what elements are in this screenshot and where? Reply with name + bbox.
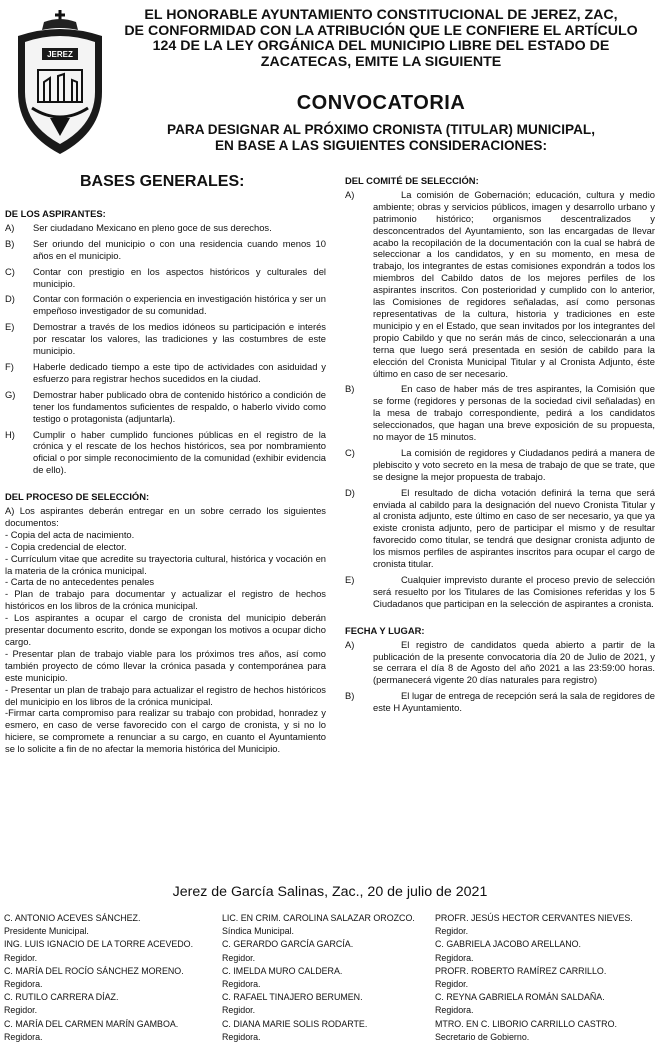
signer-name: C. GABRIELA JACOBO ARELLANO. [435,939,581,950]
signer-role: Regidora. [222,979,261,990]
signer-role: Síndica Municipal. [222,926,295,937]
proceso-line: A) Los aspirantes deberán entregar en un sobre cerrado los siguientes documentos: [5,505,326,528]
proceso-line: - Carta de no antecedentes penales [5,576,155,588]
coat-of-arms-logo [14,8,106,158]
signer-role: Regidora. [4,979,43,990]
signer-role: Regidor. [435,979,469,990]
signer-role: Secretario de Gobierno. [435,1031,530,1042]
bases-title: BASES GENERALES: [80,173,245,190]
signer-name: C. MARÍA DEL CARMEN MARÍN GAMBOA. [4,1018,179,1029]
signer-name: C. REYNA GABRIELA ROMÁN SALDAÑA. [435,992,605,1003]
signatures-column-1 [4,912,193,1044]
right-column [345,175,655,718]
signer-name: PROFR. ROBERTO RAMÍREZ CARRILLO. [435,965,607,976]
signer-role: Regidora. [4,1031,43,1042]
proceso-heading: DEL PROCESO DE SELECCIÓN: [5,491,150,503]
list-item: E) Demostrar a través de los medios idóneos su participación e interés por rescatar los valores, las tradiciones y las costumbres de este municipio. [5,321,326,357]
proceso-line: -Firmar carta compromiso para realizar su trabajo con probidad, honradez y esmero, en caso de verse favorecido con el cargo de cronista, y si no lo hiciere, se compromete a renunciar a su cargo, en cuanto el Ayuntamiento se lo solicite a fin de no afectar la memoria histórica del Municipio. [5,707,326,755]
proceso-line: - Los aspirantes a ocupar el cargo de cronista del municipio deberán presentar documento escrito, donde se expongan los motivos a ocupar dicho cargo. [5,612,326,647]
signer-role: Presidente Municipal. [4,926,89,937]
fecha-heading: FECHA Y LUGAR: [345,624,425,636]
proceso-line: - Presentar un plan de trabajo para actualizar el registro de hechos históricos del municipio en los libros de la crónica municipal. [5,683,326,707]
proceso-line: - Copia del acta de nacimiento. [5,528,135,540]
list-item: D) Contar con formación o experiencia en investigación histórica y ser un empeñoso investigador de su comunidad. [5,293,326,317]
comite-heading: DEL COMITÉ DE SELECCIÓN: [345,175,479,186]
list-item: G) Demostrar haber publicado obra de contenido histórico a condición de tener los fundamentos suficientes de respaldo, o haberlo vivido como testigo o protagonista (adjuntarla). [5,388,326,424]
list-item: E) Cualquier imprevisto durante el proceso previo de selección será resuelto por los Titulares de las Comisiones referidas y los 5 Ciudadanos que participan en la selección de aspirantes a cronista. [345,574,655,609]
list-item: B) Ser oriundo del municipio o con una residencia cuando menos 10 años en el municipio. [5,237,326,261]
signer-role: Regidor. [222,952,256,963]
signer-name: C. ANTONIO ACEVES SÁNCHEZ. [4,913,141,923]
subtitle: PARA DESIGNAR AL PRÓXIMO CRONISTA (TITULAR) MUNICIPAL, EN BASE A LAS SIGUIENTES CONSIDERACIONES: [167,122,595,153]
seal-text: JEREZ [47,50,73,59]
list-item: D) El resultado de dicha votación definirá la terna que será enviada al cabildo para la designación del nuevo Cronista Titular y al cronista adjunto, este último en caso de ser necesario, ya que ya existe cronista adjunto, pero de participar el mismo y de resultar favorecido como titular, se tendrá que designar cronista adjunto de los mismos perfiles de aspirantes inscritos para ocupar el cargo de cronista titular. [345,486,655,570]
left-column [5,208,326,755]
list-item: B) El lugar de entrega de recepción será la sala de regidores de este H Ayuntamiento. [345,690,655,714]
proceso-line: - Copia credencial de elector. [5,540,127,552]
signer-role: Regidor. [435,926,469,937]
signer-name: C. MARÍA DEL ROCÍO SÁNCHEZ MORENO. [4,965,184,976]
list-item: C) La comisión de regidores y Ciudadanos pedirá a manera de plebiscito y voto secreto en la mesa de trabajo de que se trate, que se designe la mejor propuesta de trabajo. [345,446,655,482]
signer-role: Regidor. [222,1005,256,1016]
list-item: B) En caso de haber más de tres aspirantes, la Comisión que se forme (regidores y personas de la sociedad civil señaladas) en la mesa de trabajo correspondiente, pedirá a los candidatos seleccionados, que hagan una breve exposición de su propuesta, no mayor de 15 minutos. [345,383,655,443]
list-item: C) Contar con prestigio en los aspectos históricos y culturales del municipio. [5,265,326,289]
signer-name: C. DIANA MARIE SOLIS RODARTE. [222,1018,368,1029]
signer-name: C. IMELDA MURO CALDERA. [222,965,343,976]
aspirantes-heading: DE LOS ASPIRANTES: [5,208,106,219]
signer-role: Regidor. [4,952,38,963]
signer-role: Regidora. [435,1005,474,1016]
signer-name: ING. LUIS IGNACIO DE LA TORRE ACEVEDO. [4,939,194,950]
signatures-column-3 [435,912,633,1044]
list-item: A) La comisión de Gobernación; educación, cultura y medio ambiente; obras y servicios públicos, imagen y desarrollo urbano y patrimonio histórico; organismos descentralizados y desconcentrados del Ayuntamiento, son las encargadas de llevar acabo la recopilación de la documentación con la cual se habrá de seleccionar a los candidatos, y en su momento, en mesa de trabajo, los integrantes de estas comisiones expondrán a todos los miembros del Cabildo datos de los mejores perfiles de los aspirantes inscritos. Con posterioridad y cumplido con lo anterior, las Comisiones de regidores señaladas, así como personas representativas de la cultura, historia y tradiciones en este municipio y en el Estado, que sean invitados por los integrantes del propio Cabildo y que no serán más de cinco, seleccionarán a una terna que luego será presentada en sesión de cabildo para la elección del Cronista Municipal Titular y al Cronista Adjunto, éste último en caso de ser necesario. [345,188,655,379]
list-item: F) Haberle dedicado tiempo a este tipo de actividades con asiduidad y esfuerzo para registrar hechos sucedidos en la ciudad. [5,360,326,384]
signer-name: C. RAFAEL TINAJERO BERUMEN. [222,992,363,1003]
signer-name: MTRO. EN C. LIBORIO CARRILLO CASTRO. [435,1018,617,1029]
list-item: H) Cumplir o haber cumplido funciones públicas en el registro de la crónica y el rescate de los hechos históricos, sea por nombramiento oficial o por simple reconocimiento de la comunidad (exhibir evidencia de ello). [5,428,326,476]
list-item: A) El registro de candidatos queda abierto a partir de la publicación de la presente convocatoria día 20 de Julio de 2021, y se cerrara el día 8 de Agosto del año 2021 a las 23:59:00 horas. (permanecerá vigente 20 días naturales para registro) [345,638,655,686]
signer-name: PROFR. JESÚS HECTOR CERVANTES NIEVES. [435,913,633,923]
header-title: EL HONORABLE AYUNTAMIENTO CONSTITUCIONAL DE JEREZ, ZAC, DE CONFORMIDAD CON LA ATRIBUCIÓN QUE LE CONFIERE EL ARTÍCULO 124 DE LA LEY ORGÁNICA DEL MUNICIPIO LIBRE DEL ESTADO DE ZACATECAS, EMITE LA SIGUIENTE [124,7,638,70]
signer-role: Regidora. [435,952,474,963]
signatures-column-2 [222,912,415,1044]
place-date: Jerez de García Salinas, Zac., 20 de julio de 2021 [172,884,488,900]
signer-role: Regidor. [4,1005,38,1016]
proceso-line: - Presentar plan de trabajo viable para los próximos tres años, así como también proyecto de cómo llevar la crónica pasada y contemporánea para este municipio. [5,647,326,683]
signer-name: C. RUTILO CARRERA DÍAZ. [4,992,119,1003]
proceso-line: - Plan de trabajo para documentar y actualizar el registro de hechos históricos en los libros de la crónica municipal. [5,588,326,612]
proceso-line: - Currículum vitae que acredite su trayectoria cultural, histórica y vocación en la materia de la crónica municipal. [5,552,326,576]
signer-name: C. GERARDO GARCÍA GARCÍA. [222,939,354,950]
signer-role: Regidora. [222,1031,261,1042]
signer-name: LIC. EN CRIM. CAROLINA SALAZAR OROZCO. [222,913,415,923]
convocatoria-title: CONVOCATORIA [296,92,466,114]
list-item: A) Ser ciudadano Mexicano en pleno goce de sus derechos. [5,221,272,233]
